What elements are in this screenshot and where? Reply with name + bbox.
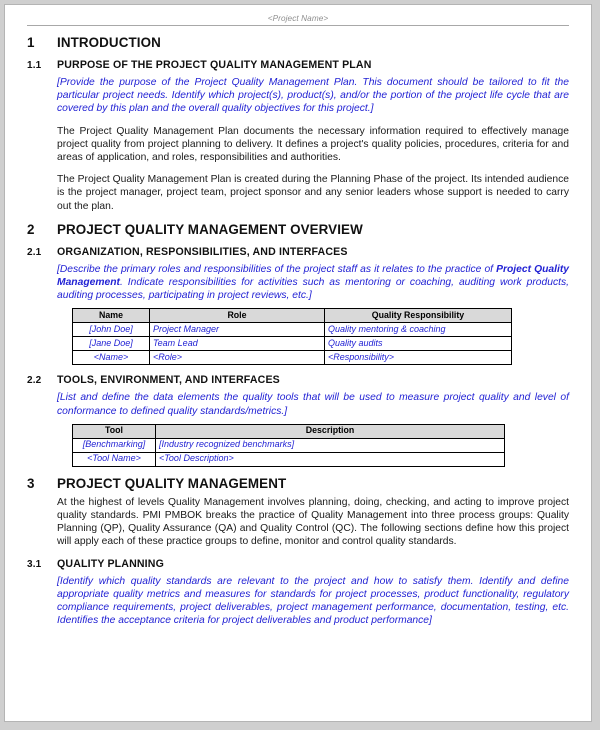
cell-tool[interactable]: <Tool Name> [73,452,156,466]
cell-role[interactable]: Project Manager [150,323,325,337]
instruction-text-tools: [List and define the data elements the quality tools that will be used to measure project quality and level of conformance to defined quality standards/metrics.] [57,392,569,417]
column-header-role: Role [150,309,325,323]
table-header-row [73,424,505,438]
body-text-quality-management: At the highest of levels Quality Management involves planning, doing, checking, and acting to improve project quality standards. PMI PMBOK breaks the practice of Quality Management into three process groups: Quality Planning (QP), Quality Assurance (QA) and Quality Control (QC). The following sections define how this project will apply each of these practice groups to define, monitor and control quality standards. [57,496,569,548]
body-text-purpose-2: The Project Quality Management Plan is created during the Planning Phase of the project. Its intended audience is the project manager, project team, project sponsor and any senior leaders whose support is needed to carry out the plan. [57,174,569,212]
heading-2-2-title: TOOLS, ENVIRONMENT, AND INTERFACES [57,374,280,387]
page-header-project-name: <Project Name> [267,14,329,23]
heading-1-title: INTRODUCTION [57,35,161,50]
heading-1-introduction [27,35,569,50]
document-page [4,4,592,722]
heading-2-1-title: ORGANIZATION, RESPONSIBILITIES, AND INTERFACES [57,245,348,258]
table-row [73,337,512,351]
cell-responsibility[interactable]: Quality mentoring & coaching [325,323,512,337]
cell-tool[interactable]: [Benchmarking] [73,438,156,452]
table-row [73,452,505,466]
responsibilities-table [72,308,512,365]
heading-2-1-organization [27,246,569,258]
heading-3-1-number: 3.1 [27,558,42,570]
instruction-organization-emphasis: Project Quality Management [57,263,569,289]
column-header-name: Name [73,309,150,323]
heading-2-2-number: 2.2 [27,375,42,387]
cell-description[interactable]: <Tool Description> [156,452,505,466]
cell-role[interactable]: Team Lead [150,337,325,351]
cell-description[interactable]: [Industry recognized benchmarks] [156,438,505,452]
heading-1-1-purpose [27,59,569,71]
instruction-text-quality-planning: [Identify which quality standards are relevant to the project and how to satisfy them. Identify and define appropriate quality metrics and measures for standards for project processes, product functionality, regulatory compliance requirements, project deliverables, project management performance, documentation, testing, etc. Identifies the acceptance criteria for project deliverables and product performance] [57,575,569,627]
instruction-organization-part2: . Indicate responsibilities for activities such as mentoring or coaching, auditing work products, auditing processes, participating in project reviews, etc.] [57,277,569,302]
table-row [73,351,512,365]
table-row [73,323,512,337]
heading-3-quality-management [27,476,569,491]
heading-2-2-tools [27,374,569,386]
instruction-text-purpose: [Provide the purpose of the Project Quality Management Plan. This document should be tailored to fit the particular project needs. Identify which project(s), product(s), and/or the portion of the project life cycle that are covered by this plan and the overall quality objectives for this project.] [57,77,569,115]
header-divider [27,25,569,26]
heading-1-number: 1 [27,35,35,50]
column-header-tool: Tool [73,424,156,438]
heading-3-number: 3 [27,475,35,491]
body-text-purpose-1: The Project Quality Management Plan documents the necessary information required to effectively manage project quality from project planning to delivery. It defines a project's quality policies, procedures, criteria for and areas of application, and roles, responsibilities and authorities. [57,125,569,164]
heading-3-1-quality-planning [27,558,569,570]
heading-3-1-title: QUALITY PLANNING [57,557,164,570]
cell-responsibility[interactable]: Quality audits [325,337,512,351]
heading-1-1-title: PURPOSE OF THE PROJECT QUALITY MANAGEMENT PLAN [57,59,372,71]
tools-table-wrap [27,424,569,467]
heading-2-overview [27,222,569,237]
column-header-quality-responsibility: Quality Responsibility [325,309,512,323]
page-content [5,5,591,721]
heading-2-number: 2 [27,221,35,237]
table-row [73,438,505,452]
cell-responsibility[interactable]: <Responsibility> [325,351,512,365]
column-header-description: Description [156,424,505,438]
cell-role[interactable]: <Role> [150,351,325,365]
heading-1-1-number: 1.1 [27,60,42,71]
heading-2-1-number: 2.1 [27,246,42,258]
instruction-text-organization [27,263,569,303]
tools-table [72,424,505,467]
heading-2-title: PROJECT QUALITY MANAGEMENT OVERVIEW [57,221,363,237]
heading-3-title: PROJECT QUALITY MANAGEMENT [57,475,287,491]
cell-name[interactable]: [John Doe] [73,323,150,337]
cell-name[interactable]: <Name> [73,351,150,365]
responsibilities-table-wrap [27,308,569,365]
instruction-organization-part1: [Describe the primary roles and responsibilities of the project staff as it relates to the practice of [57,263,497,275]
table-header-row [73,309,512,323]
cell-name[interactable]: [Jane Doe] [73,337,150,351]
